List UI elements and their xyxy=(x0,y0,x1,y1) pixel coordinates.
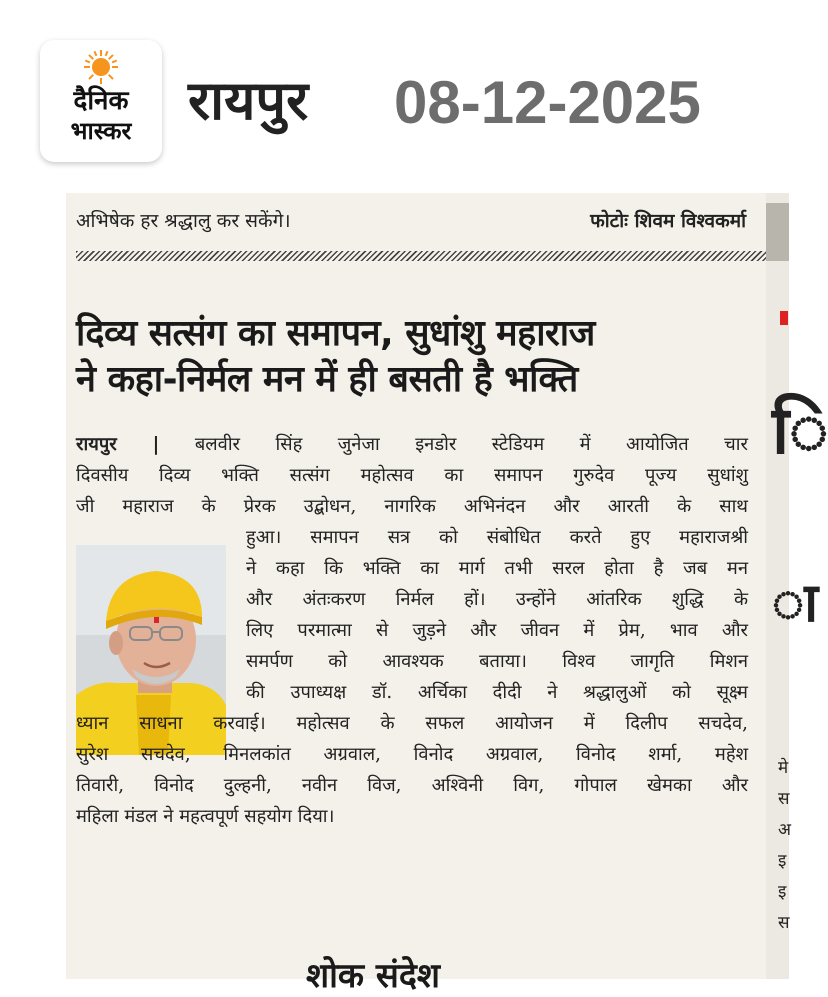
sun-icon xyxy=(84,50,118,84)
body-line: समर्पण को आवश्यक बताया। विश्व जागृति मिशन xyxy=(246,651,748,672)
body-line: जी महाराज के प्रेरक उद्बोधन, नागरिक अभिनंदन और आरती के साथ xyxy=(76,496,748,517)
body-line: ध्यान साधना करवाई। महोत्सव के सफल आयोजन में दिलीप सचदेव, xyxy=(76,713,748,734)
body-line: सुरेश सचदेव, मिनलकांत अग्रवाल, विनोद अग्रवाल, विनोद शर्मा, महेश xyxy=(76,744,748,765)
adjacent-text-fragment: मे स अ इ इ स xyxy=(778,758,791,933)
edition-city: रायपुर xyxy=(188,69,309,132)
photo-credit: फोटोः शिवम विश्वकर्मा xyxy=(590,210,746,232)
dainik-bhaskar-logo[interactable] xyxy=(40,40,162,162)
newspaper-clipping xyxy=(66,193,766,996)
dateline: रायपुर | xyxy=(76,434,160,455)
app-header xyxy=(0,0,789,190)
photo-caption: अभिषेक हर श्रद्धालु कर सकेंगे। xyxy=(76,210,291,232)
body-line: ने कहा कि भक्ति का मार्ग तभी सरल होता है जब मन xyxy=(246,558,748,579)
body-line: और अंतःकरण निर्मल हों। उन्होंने आंतरिक शुद्धि के xyxy=(246,589,748,610)
body-line: महिला मंडल ने महत्वपूर्ण सहयोग दिया। xyxy=(76,806,335,827)
article-headline xyxy=(76,311,756,403)
adjacent-red-mark xyxy=(780,311,788,325)
section-divider xyxy=(76,251,766,261)
body-line: हुआ। समापन सत्र को संबोधित करते हुए महाराजश्री xyxy=(246,527,748,548)
logo-text-dainik: दैनिक xyxy=(73,86,129,116)
logo-text-bhaskar: भास्कर xyxy=(70,117,132,145)
next-article-heading: शोक संदेश xyxy=(306,956,441,996)
headline-line: दिव्य सत्संग का समापन, सुधांशु महाराज xyxy=(76,313,595,354)
article-body xyxy=(76,429,748,832)
body-line: दिवसीय दिव्य भक्ति सत्संग महोत्सव का समापन गुरुदेव पूज्य सुधांशु xyxy=(76,465,748,486)
adjacent-headline-fragment: ा xyxy=(772,570,819,634)
edition-date: 08-12-2025 xyxy=(394,69,701,136)
body-line: रायपुर | बलवीर सिंह जुनेजा इनडोर स्टेडियम में आयोजित चार xyxy=(76,434,749,455)
adjacent-headline-fragment: ि xyxy=(772,391,828,469)
body-line: तिवारी, विनोद दुल्हनी, नवीन विज, अश्विनी विग, गोपाल खेमका और xyxy=(76,775,748,796)
headline-line: ने कहा-निर्मल मन में ही बसती है भक्ति xyxy=(76,359,578,400)
body-line: की उपाध्यक्ष डॉ. अर्चिका दीदी ने श्रद्धालुओं को सूक्ष्म xyxy=(246,682,748,703)
body-line: लिए परमात्मा से जुड़ने और जीवन में प्रेम, भाव और xyxy=(246,620,748,641)
adjacent-column-edge xyxy=(766,193,828,979)
adjacent-photo-strip xyxy=(766,203,789,261)
photo-caption-row xyxy=(76,207,746,239)
